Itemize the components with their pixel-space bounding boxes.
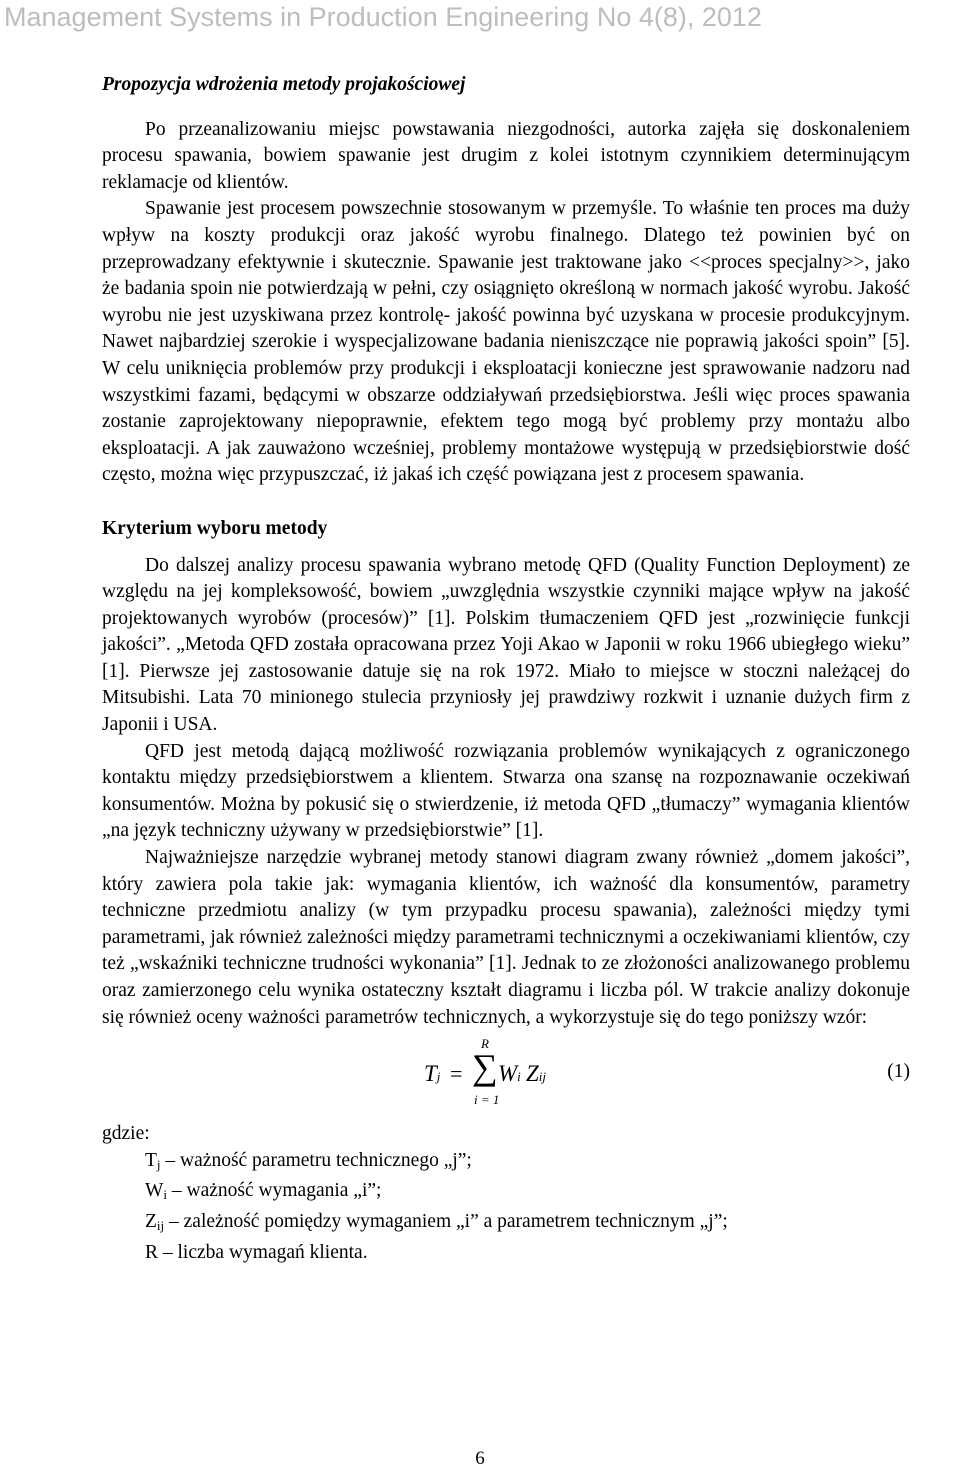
definitions-list xyxy=(102,1121,910,1270)
definitions-intro: gdzie: xyxy=(102,1123,150,1145)
sum-upper-limit: R xyxy=(481,1036,489,1052)
equation-T: Tj xyxy=(424,1061,441,1087)
paragraph: Najważniejsze narzędzie wybranej metody stanowi diagram zwany również „domem jakości”, który zawiera pola takie jak: wymagania klientów, ich ważność dla konsumentów, parametry techniczne przedmiotu analizy (w tym przypadku procesu spawania), zależności między tymi parametrami, jak również zależności między parametrami technicznymi a oczekiwaniami klientów, czy też „wskaźniki techniczne trudności wykonania” [1]. Jednak to ze złożoności analizowanego problemu oraz zamierzonego celu wynika ostateczny kształt diagramu i liczba pól. W trakcie analizy dokonuje się również oceny ważności parametrów technicznych, a wykorzystuje się do tego poniższy wzór: xyxy=(102,847,910,1028)
section-gap xyxy=(102,489,910,516)
journal-header: Management Systems in Production Engineering No 4(8), 2012 xyxy=(4,2,762,32)
paragraph: Po przeanalizowaniu miejsc powstawania niezgodności, autorka zajęła się doskonaleniem procesu spawania, bowiem spawanie jest drugim z kolei istotnym czynnikiem determinującym reklamacje od klientów. xyxy=(102,118,910,193)
paragraph: Do dalszej analizy procesu spawania wybrano metodę QFD (Quality Function Deployment) ze względu na jej kompleksowość, bowiem „uwzględnia wszystkie czynniki mające wpływ na jakość projektowanych wyrobów (procesów)” [1]. Polskim tłumaczeniem QFD jest „rozwinięcie funkcji jakości”. „Metoda QFD została opracowana przez Yoji Akao w Japonii w roku 1966 ubiegłego wieku” [1]. Pierwsze jej zastosowanie datuje się na rok 1972. Miało to miejsce w stoczni należącej do Mitsubishi. Lata 70 minionego stulecia przyniosły jej prawdziwy rozkwit i uznanie dużych firm z Japonii i USA. xyxy=(102,554,910,736)
paragraph: Spawanie jest procesem powszechnie stosowanym w przemyśle. To właśnie ten proces ma duży wpływ na koszty produkcji oraz jakość wyrobu finalnego. Dlatego też powinien być on przeprowadzany efektywnie i skutecznie. Spawanie jest traktowane jako <<proces specjalny>>, jako że badania spoin nie potwierdzają w pełni, czy osiągnięto określoną w normach jakość wyrobu. Jakość wyrobu nie jest uzyskiwana przez kontrolę- jakość powinna być uzyskana w procesie produkcyjnym. Nawet najbardziej szerokie i wyspecjalizowane badania nieniszczące nie poprawią jakości spoin” [5]. W celu uniknięcia problemów przy produkcji i eksploatacji konieczne jest sprawowanie nadzoru nad wszystkimi fazami, będącymi w obszarze oddziaływań przedsiębiorstwa. Jeśli więc proces spawania zostanie zaprojektowany niepoprawnie, efektem tego mogą być problemy przy montażu albo eksploatacji. A jak zauważono wcześniej, problemy montażowe występują w przedsiębiorstwie dość często, można więc przypuszczać, iż jakaś ich część powiązana jest z procesem spawania. xyxy=(102,198,910,486)
equation-Z: Zij xyxy=(526,1061,547,1087)
equation-equals: = xyxy=(450,1061,463,1087)
definition-item: $W_i$ – ważność wymagania „i”; xyxy=(145,1180,382,1203)
equation xyxy=(424,1037,564,1113)
definition-item: $T_j$ – ważność parametru technicznego „j”; xyxy=(145,1149,472,1172)
section-title-criterion: Kryterium wyboru metody xyxy=(102,517,328,539)
page-number: 6 xyxy=(475,1448,485,1469)
paragraph: QFD jest metodą dającą możliwość rozwiązania problemów wynikających z ograniczonego kontaktu między przedsiębiorstwem a klientem. Stwarza ona szansę na rozpoznawanie oczekiwań konsumentów. Można by pokusić się o stwierdzenie, iż metoda QFD „tłumaczy” wymagania klientów „na język techniczny używany w przedsiębiorstwie” [1]. xyxy=(102,740,910,842)
equation-W: Wi xyxy=(498,1061,521,1087)
definition-item: $Z_{ij}$ – zależność pomiędzy wymaganiem „i” a parametrem technicznym „j”; xyxy=(145,1210,728,1233)
page-content xyxy=(102,72,910,1270)
sum-lower-limit: i = 1 xyxy=(474,1092,500,1108)
equation-number: (1) xyxy=(887,1061,910,1083)
section-title-proposal: Propozycja wdrożenia metody projakościowej xyxy=(102,74,466,95)
sum-symbol: ∑ xyxy=(472,1047,498,1088)
equation-block xyxy=(102,1035,910,1121)
definition-item: R – liczba wymagań klienta. xyxy=(145,1241,368,1263)
